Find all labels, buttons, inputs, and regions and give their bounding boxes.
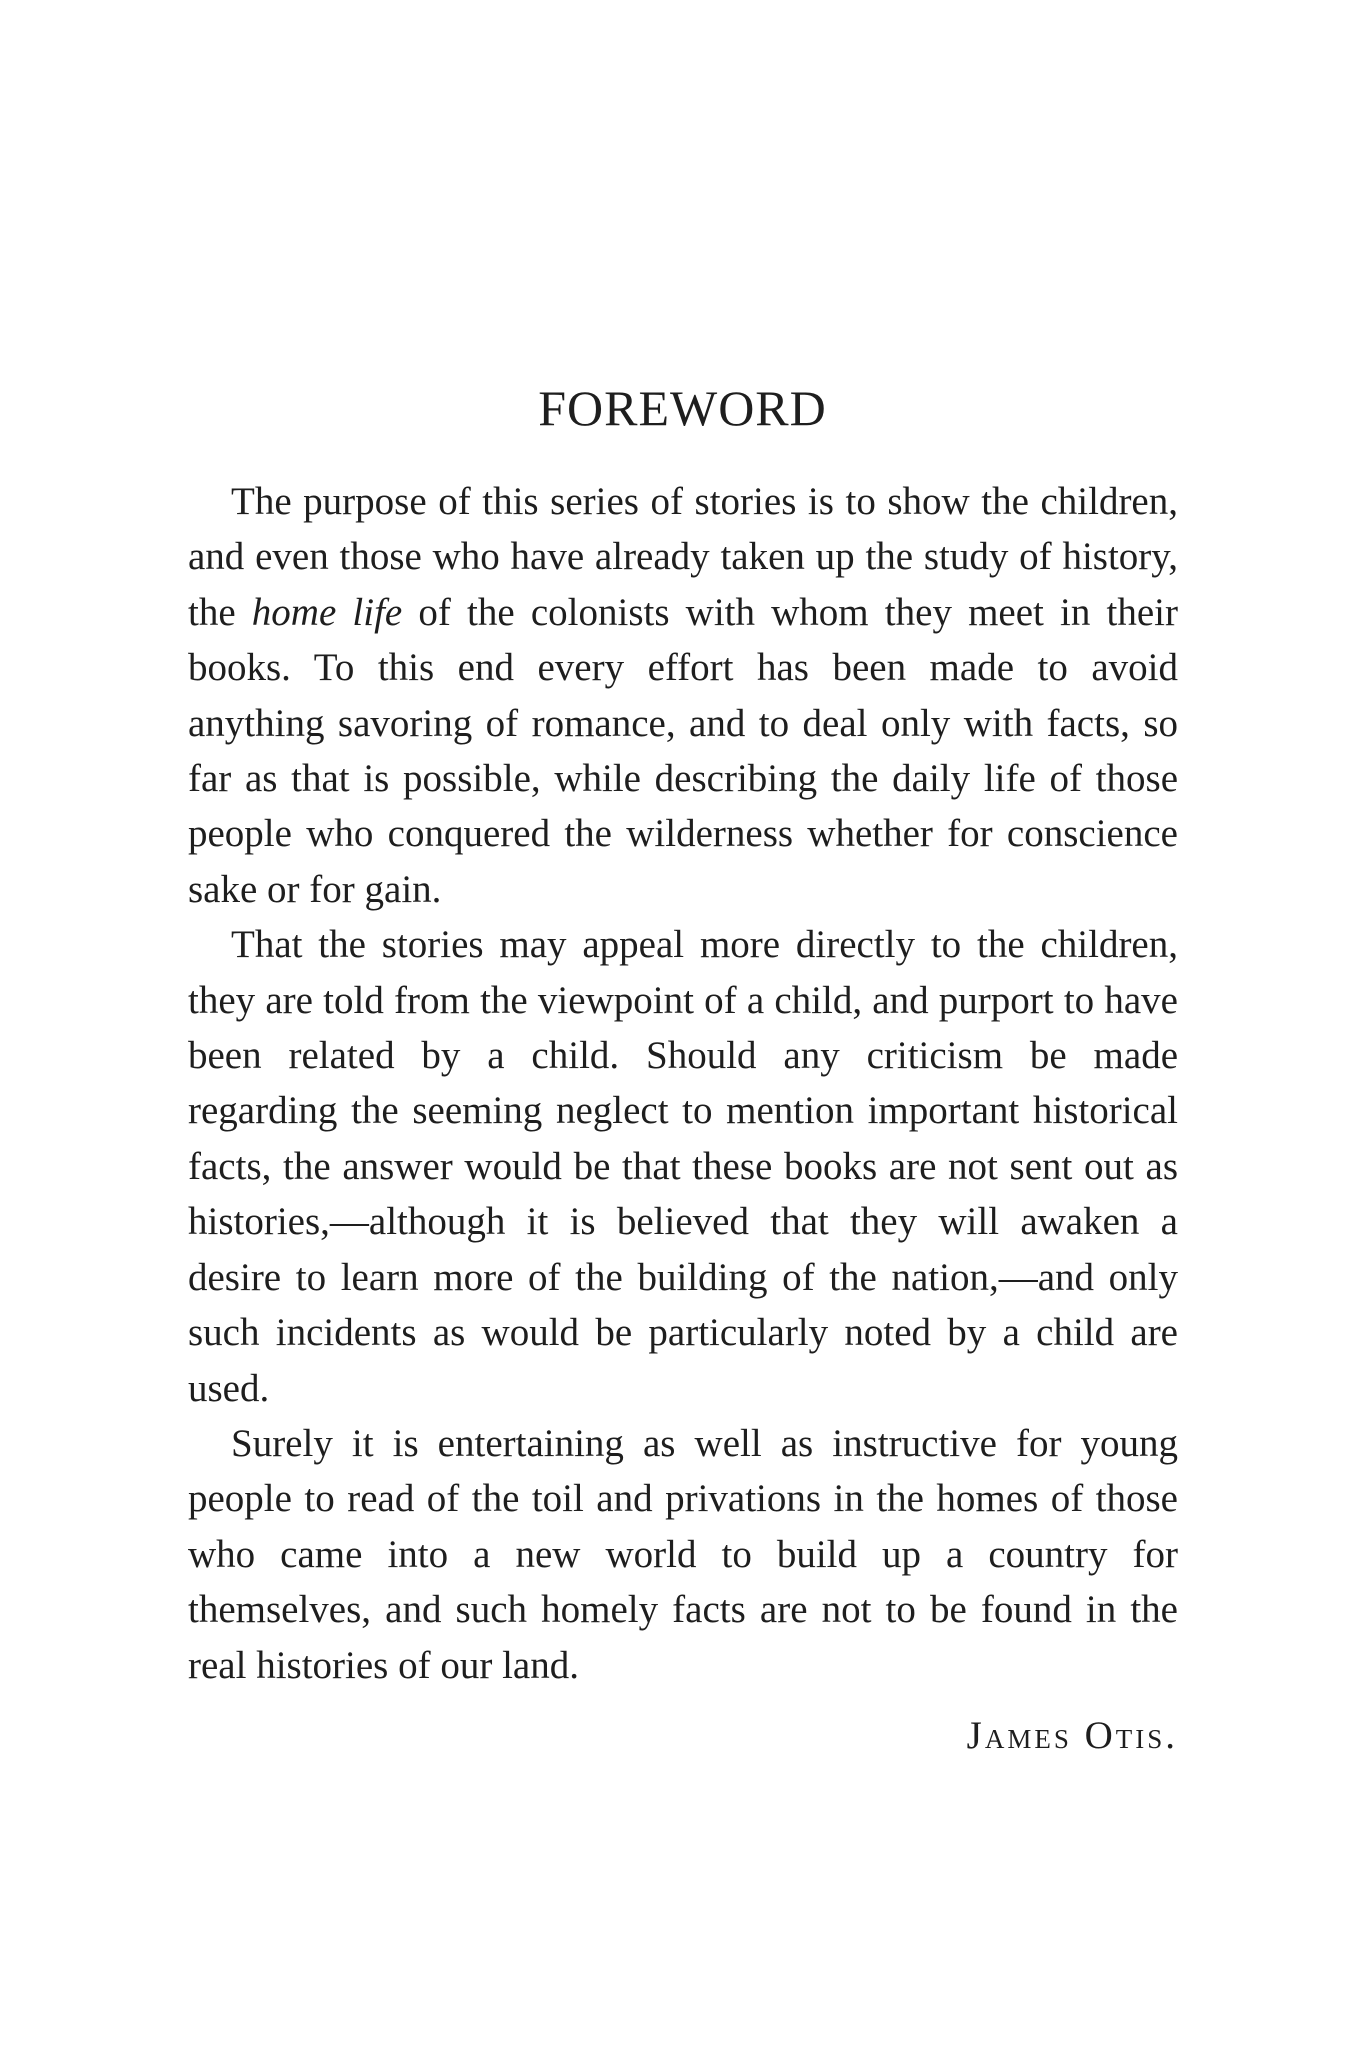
paragraph-1-rest: of the colonists with whom they meet in their books. To this end every effort has been made to avoid anything savoring of romance, and to deal only with facts, so far as that is possible, while describing the daily life of those people who conquered the wilderness whether for conscience sake or for gain. (188, 590, 1178, 911)
paragraph-2: That the stories may appeal more directly to the children, they are told from the viewpoint of a child, and purport to have been related by a child. Should any criticism be made regarding the seeming neglect to mention important historical facts, the answer would be that these books are not sent out as histories,—although it is believed that they will awaken a desire to learn more of the building of the nation,—and only such incidents as would be particularly noted by a child are used. (188, 923, 1178, 1410)
page-title: FOREWORD (538, 380, 827, 436)
paragraph-3: Surely it is entertaining as well as instructive for young people to read of the toil and privations in the homes of those who came into a new world to build up a country for themselves, and such homely facts are not to be found in the real histories of our land. (188, 1421, 1178, 1687)
foreword-body (188, 474, 1178, 1693)
paragraph-1-lead: The purpose of this series of stories is to show the children, and even those who have already taken up the study of history, the (188, 480, 1178, 634)
paragraph-1 (188, 474, 1178, 917)
emphasis-home-life: home life (251, 590, 403, 634)
author-signature: James Otis. (966, 1714, 1178, 1757)
